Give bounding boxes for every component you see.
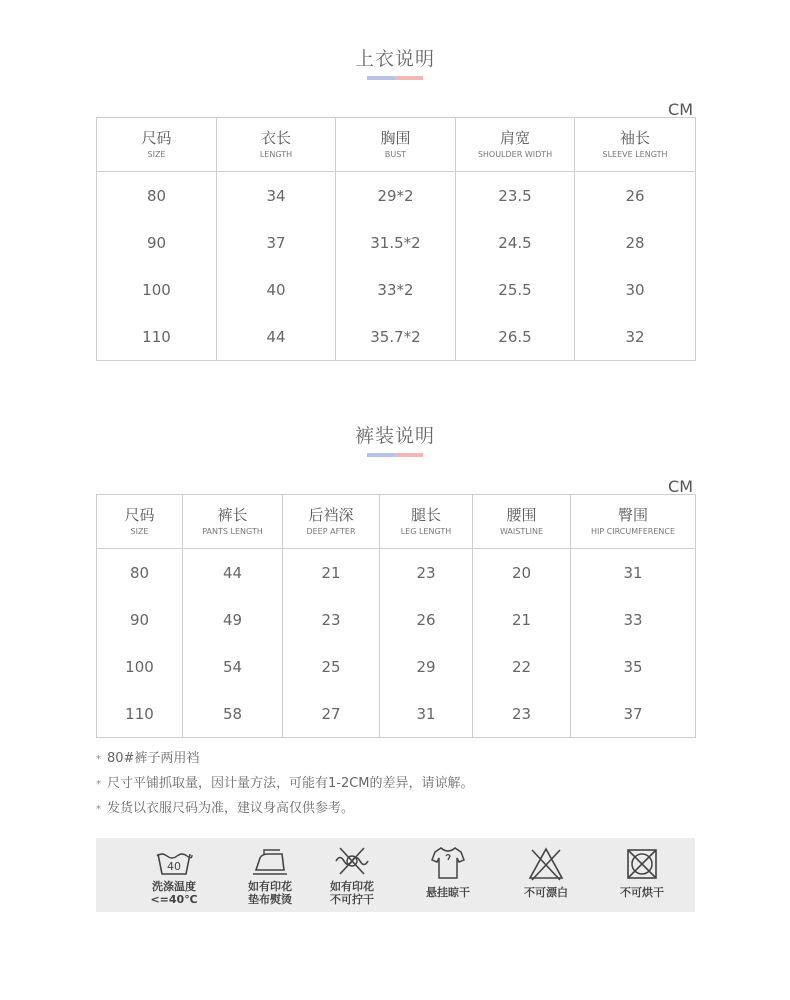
top-unit-label: CM	[668, 100, 693, 119]
notes-list	[96, 746, 474, 821]
table-row	[97, 690, 696, 738]
care-item-hang	[408, 844, 488, 899]
top-header-row	[97, 118, 696, 172]
care-label-line2: 垫布熨烫	[248, 893, 292, 906]
accent-bar-blue	[367, 453, 395, 457]
top-header-size	[97, 118, 217, 172]
header-en: BUST	[384, 149, 407, 159]
top-header-sleeve	[575, 118, 696, 172]
table-cell: 110	[142, 327, 171, 346]
table-row	[97, 172, 696, 220]
note-item	[96, 771, 474, 796]
header-zh: 腰围	[506, 505, 537, 524]
header-en: LENGTH	[259, 149, 293, 159]
table-cell: 80	[129, 563, 150, 582]
pants-unit-label: CM	[668, 477, 693, 496]
table-cell: 32	[575, 313, 696, 361]
table-cell: 35	[571, 643, 696, 690]
care-item-bleach	[506, 844, 586, 899]
table-cell: 23	[473, 690, 571, 738]
top-header-shoulder	[456, 118, 575, 172]
header-en: SIZE	[147, 149, 166, 159]
table-cell: 29*2	[336, 172, 456, 220]
table-cell: 37	[571, 690, 696, 738]
table-cell: 21	[473, 596, 571, 643]
hang-dry-icon	[428, 844, 468, 884]
pants-header-length	[183, 495, 283, 549]
note-item	[96, 746, 474, 771]
care-label-line1: 如有印花	[330, 880, 374, 893]
accent-bar-blue	[367, 76, 395, 80]
top-section-title: 上衣说明	[354, 48, 435, 70]
table-cell: 80	[146, 186, 167, 205]
top-title-accent-bar	[367, 76, 423, 80]
header-en: HIP CIRCUMFERENCE	[590, 526, 676, 536]
pants-header-row	[97, 495, 696, 549]
table-cell: 31	[380, 690, 473, 738]
table-cell: 26	[575, 172, 696, 220]
care-instructions-bar	[96, 838, 695, 912]
header-zh: 胸围	[380, 128, 411, 147]
table-cell: 23	[283, 596, 380, 643]
table-cell: 31.5*2	[336, 219, 456, 266]
table-cell: 30	[575, 266, 696, 313]
care-item-wring	[312, 844, 392, 906]
table-row	[97, 549, 696, 597]
header-zh: 尺码	[124, 505, 155, 524]
header-zh: 肩宽	[499, 128, 530, 147]
table-cell: 37	[217, 219, 336, 266]
table-row	[97, 266, 696, 313]
star-icon: *	[96, 804, 101, 815]
wash-40-icon	[154, 844, 194, 878]
care-item-wash	[134, 844, 214, 906]
table-cell: 110	[125, 704, 154, 723]
header-zh: 腿长	[410, 505, 441, 524]
table-cell: 54	[183, 643, 283, 690]
do-not-tumble-dry-icon	[622, 844, 662, 884]
star-icon: *	[96, 779, 101, 790]
table-cell: 33*2	[336, 266, 456, 313]
table-cell: 44	[217, 313, 336, 361]
pants-header-hip	[571, 495, 696, 549]
table-cell: 21	[283, 549, 380, 597]
top-header-bust	[336, 118, 456, 172]
table-cell: 23.5	[456, 172, 575, 220]
table-cell: 22	[473, 643, 571, 690]
wash-temp-badge: 40	[167, 860, 181, 873]
table-cell: 40	[217, 266, 336, 313]
accent-bar-pink	[395, 453, 423, 457]
pants-title-accent-bar	[367, 453, 423, 457]
header-en: SHOULDER WIDTH	[477, 149, 553, 159]
table-cell: 23	[380, 549, 473, 597]
header-en: PANTS LENGTH	[202, 526, 263, 536]
pants-size-table	[96, 494, 696, 738]
do-not-bleach-icon	[526, 844, 566, 884]
table-row	[97, 596, 696, 643]
table-cell: 100	[125, 657, 154, 676]
table-cell: 26	[380, 596, 473, 643]
top-size-table	[96, 117, 696, 361]
pants-header-waist	[473, 495, 571, 549]
table-cell: 34	[217, 172, 336, 220]
header-zh: 衣长	[260, 128, 291, 147]
header-en: SLEEVE LENGTH	[602, 149, 668, 159]
note-text: 发货以衣服尺码为准，建议身高仅供参考。	[107, 801, 355, 816]
care-label-line1: 不可漂白	[524, 886, 568, 899]
top-header-length	[217, 118, 336, 172]
table-cell: 90	[146, 233, 167, 252]
table-cell: 49	[183, 596, 283, 643]
care-label-line2: 不可拧干	[330, 893, 374, 906]
header-zh: 裤长	[217, 505, 248, 524]
header-en: WAISTLINE	[499, 526, 544, 536]
pants-header-rise	[283, 495, 380, 549]
do-not-wring-icon	[332, 844, 372, 878]
care-label-line1: 如有印花	[248, 880, 292, 893]
table-cell: 26.5	[456, 313, 575, 361]
header-en: LEG LENGTH	[400, 526, 452, 536]
table-cell: 27	[283, 690, 380, 738]
pants-section-title: 裤装说明	[354, 425, 435, 447]
care-label-line1: 不可烘干	[620, 886, 664, 899]
note-text: 尺寸平铺抓取量，因计量方法，可能有1-2CM的差异，请谅解。	[107, 776, 474, 791]
header-zh: 尺码	[141, 128, 172, 147]
header-zh: 后裆深	[308, 505, 354, 524]
care-item-iron	[230, 844, 310, 906]
table-cell: 24.5	[456, 219, 575, 266]
note-item	[96, 796, 474, 821]
table-row	[97, 643, 696, 690]
table-cell: 29	[380, 643, 473, 690]
pants-header-size	[97, 495, 183, 549]
note-text: 80#裤子两用裆	[107, 751, 200, 766]
table-cell: 25	[283, 643, 380, 690]
table-cell: 35.7*2	[336, 313, 456, 361]
table-row	[97, 313, 696, 361]
pants-header-leg	[380, 495, 473, 549]
star-icon: *	[96, 754, 101, 765]
care-label-line1: 洗涤温度	[152, 880, 196, 893]
care-label-line2: <=40℃	[150, 893, 198, 906]
table-cell: 31	[571, 549, 696, 597]
table-cell: 28	[575, 219, 696, 266]
header-en: DEEP AFTER	[306, 526, 356, 536]
table-cell: 58	[183, 690, 283, 738]
table-cell: 44	[183, 549, 283, 597]
header-zh: 袖长	[619, 128, 650, 147]
care-item-tumble	[602, 844, 682, 899]
header-en: SIZE	[130, 526, 149, 536]
table-row	[97, 219, 696, 266]
table-cell: 100	[142, 280, 171, 299]
table-cell: 25.5	[456, 266, 575, 313]
table-cell: 20	[473, 549, 571, 597]
care-label-line1: 悬挂晾干	[426, 886, 470, 899]
accent-bar-pink	[395, 76, 423, 80]
header-zh: 臀围	[617, 505, 648, 524]
table-cell: 33	[571, 596, 696, 643]
table-cell: 90	[129, 610, 150, 629]
iron-with-cloth-icon	[250, 844, 290, 878]
